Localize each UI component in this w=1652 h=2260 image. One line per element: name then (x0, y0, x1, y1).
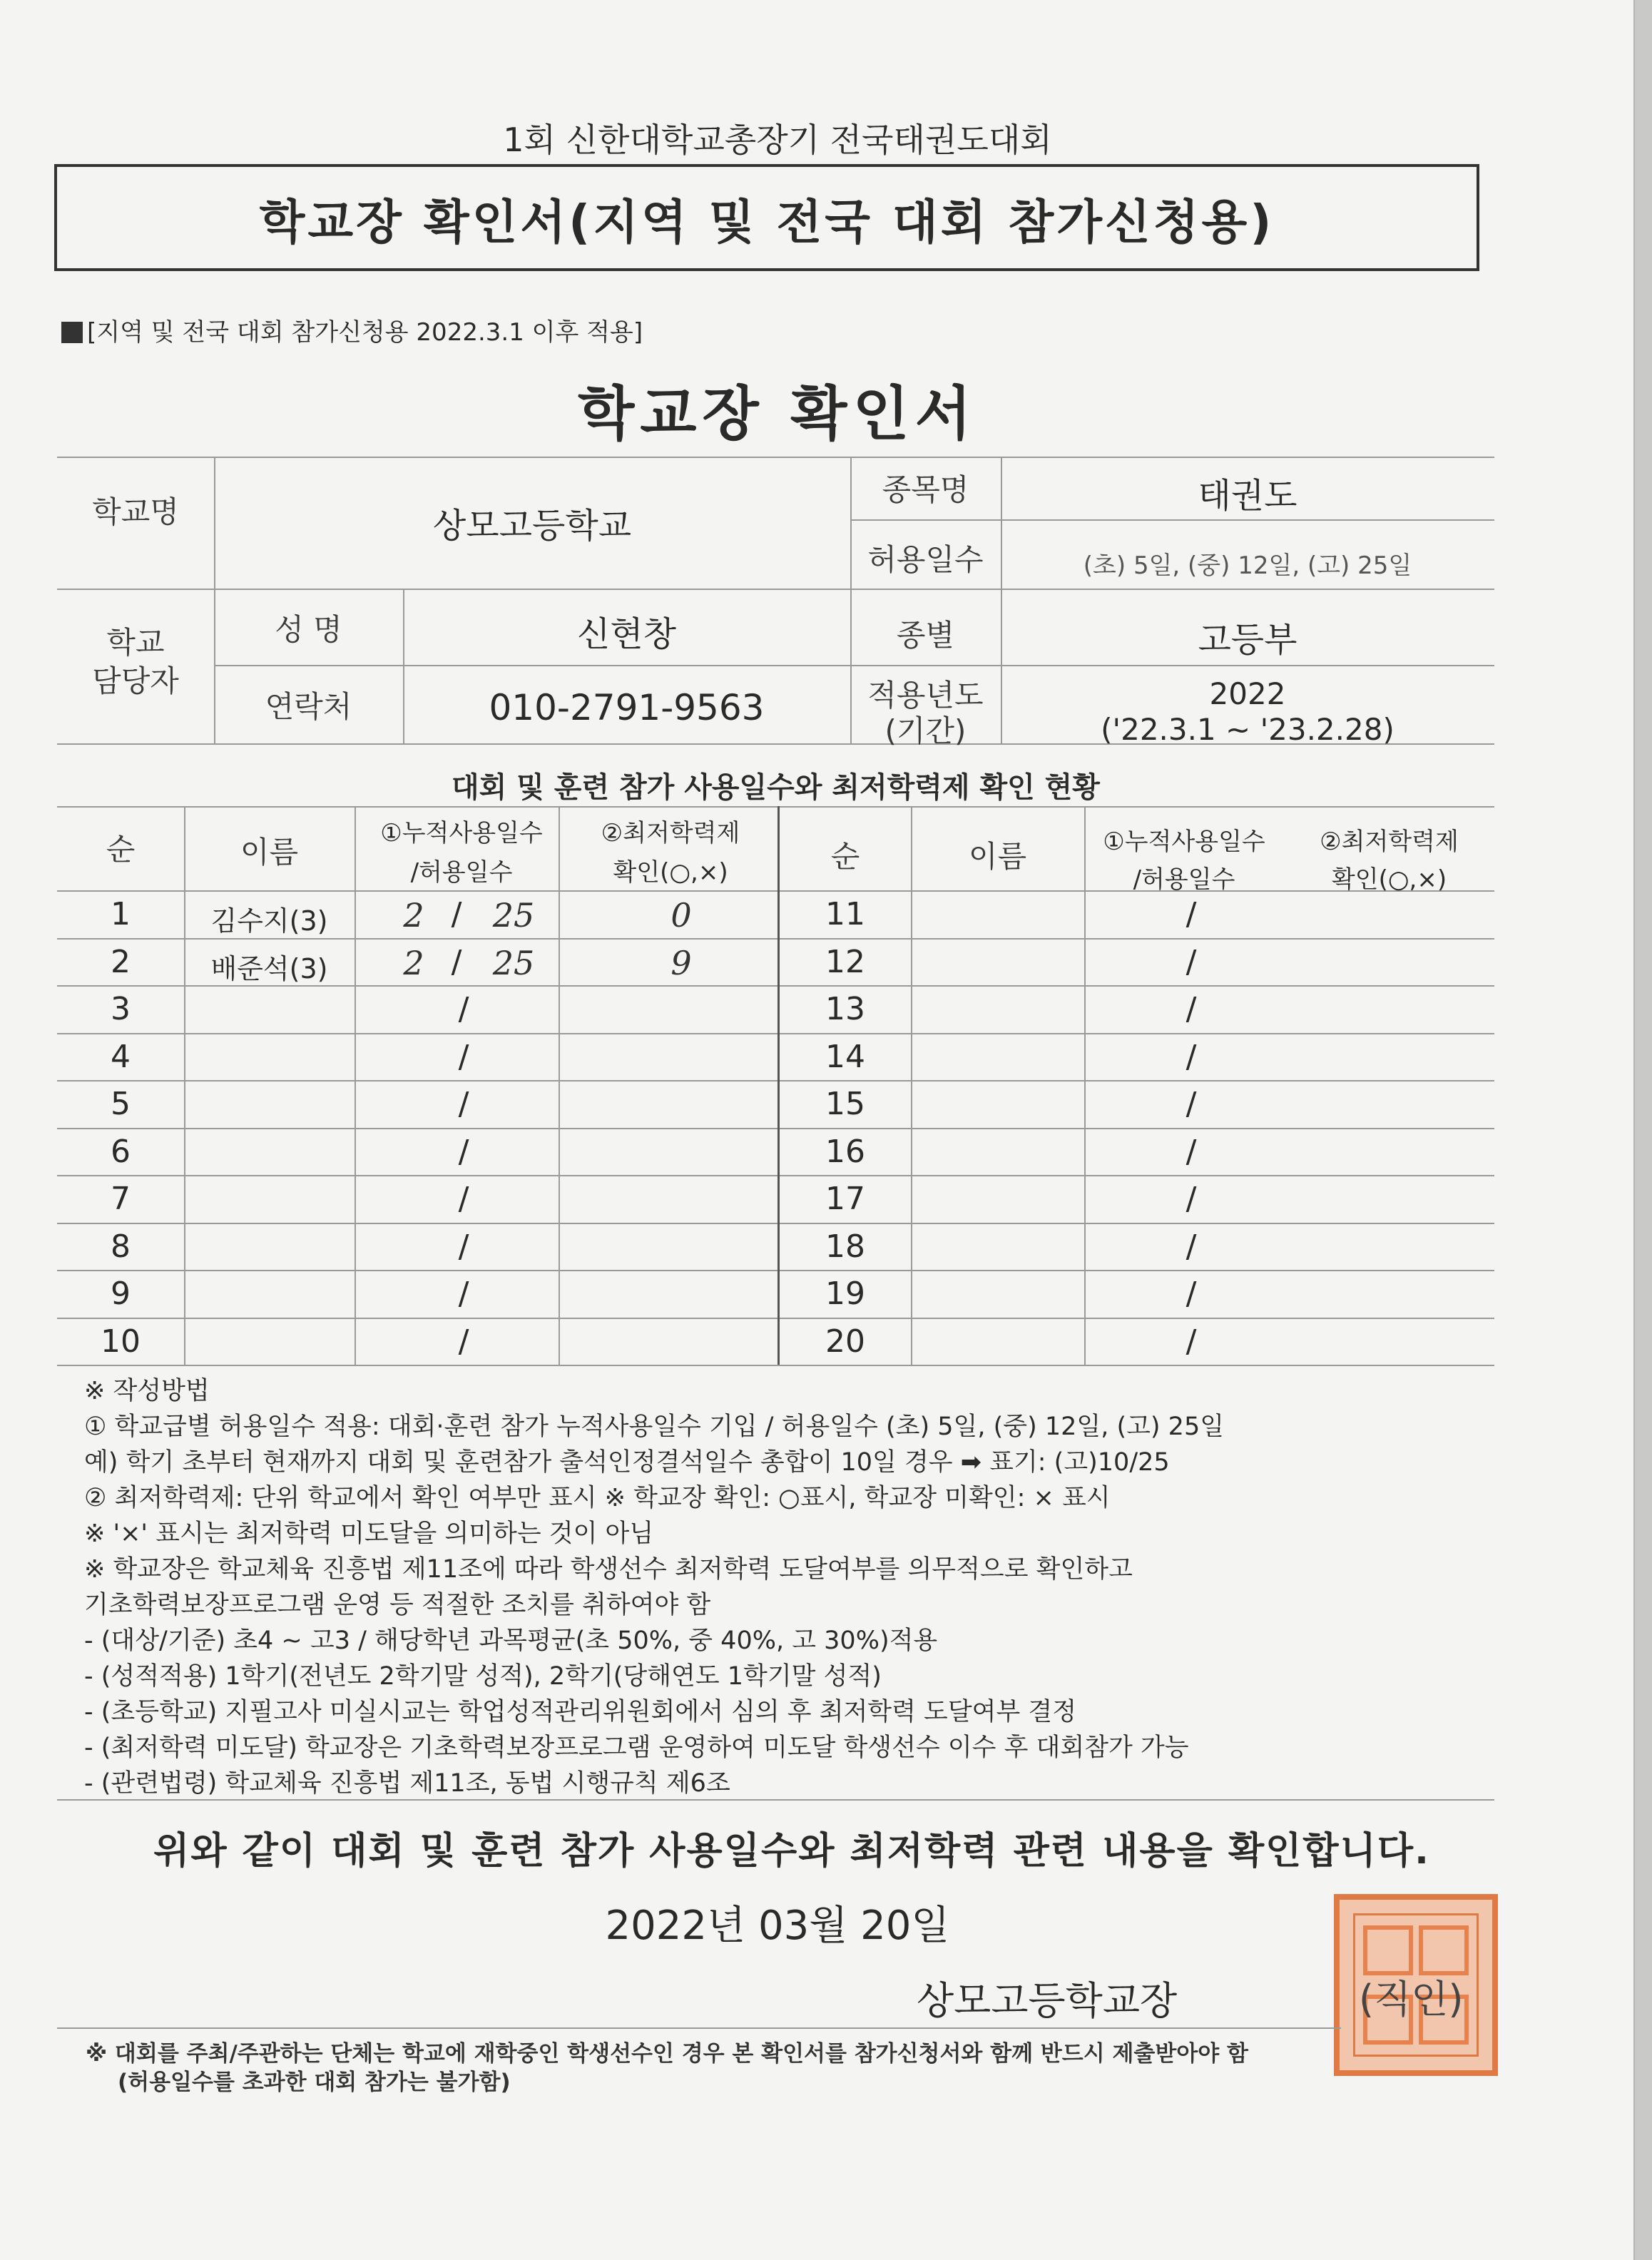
footer-note: ※ 대회를 주최/주관하는 단체는 학교에 재학중인 학생선수인 경우 본 확인서를 참가신청서와 함께 반드시 제출받아야 함 (86, 2041, 1248, 2067)
note-line: - (최저학력 미도달) 학교장은 기초학력보장프로그램 운영하여 미도달 학생선수 이수 후 대회참가 가능 (84, 1734, 1189, 1762)
note-line: - (성적적용) 1학기(전년도 2학기말 성적), 2학기(당해연도 1학기말 성적) (84, 1662, 882, 1691)
header-name-right: 이름 (968, 839, 1027, 874)
row-number: 20 (825, 1323, 865, 1360)
year-label-line1: 적용년도 (867, 678, 984, 713)
days-slash: / (1186, 991, 1197, 1027)
info-rule-sport (850, 519, 1494, 521)
note-line: ※ '×' 표시는 최저학력 미도달을 의미하는 것이 아님 (84, 1520, 654, 1548)
usage-table-bottom-rule (57, 1365, 1494, 1366)
allowed-days-label: 허용일수 (867, 542, 984, 577)
note-line: - (관련법령) 학교체육 진흥법 제11조, 동법 시행규칙 제6조 (84, 1769, 730, 1798)
square-bullet-icon (61, 322, 83, 343)
days-slash: / (458, 1276, 469, 1312)
header-check-right-1: ②최저학력제 (1320, 828, 1459, 856)
sport-label: 종목명 (882, 472, 969, 507)
row-number: 18 (825, 1228, 865, 1265)
academic-check: 0 (671, 896, 692, 935)
manager-label-line2: 담당자 (92, 663, 179, 698)
days-slash: / (1186, 896, 1197, 932)
header-days-right-1: ①누적사용일수 (1103, 828, 1265, 856)
row-number: 6 (111, 1133, 131, 1170)
division-label: 종별 (896, 618, 955, 653)
principal-title: 상모고등학교장 (917, 1978, 1178, 2023)
notes-heading: ※ 작성방법 (84, 1377, 210, 1405)
manager-label-line1: 학교 (106, 625, 165, 660)
days-slash: / (458, 991, 469, 1027)
days-slash: / (458, 1323, 469, 1360)
days-slash: / (1186, 1228, 1197, 1265)
applicability-note (61, 312, 643, 347)
usage-table-title: 대회 및 훈련 참가 사용일수와 최저학력제 확인 현황 (452, 771, 1100, 804)
row-number: 14 (825, 1038, 865, 1075)
school-label: 학교명 (92, 494, 179, 529)
notes-bottom-rule (57, 1799, 1494, 1801)
sport-value: 태권도 (1198, 476, 1297, 516)
days-slash: / (1186, 1181, 1197, 1217)
row-number: 15 (825, 1086, 865, 1122)
days-slash: / (458, 1228, 469, 1265)
days-slash: / (1186, 1038, 1197, 1075)
row-number: 5 (111, 1086, 131, 1122)
row-number: 19 (825, 1276, 865, 1312)
note-line: ※ 학교장은 학교체육 진흥법 제11조에 따라 학생선수 최저학력 도달여부를 의무적으로 확인하고 (84, 1555, 1133, 1584)
allowed-days-value: (초) 5일, (중) 12일, (고) 25일 (1083, 551, 1412, 580)
row-number: 10 (101, 1323, 141, 1360)
applicability-note-text: [지역 및 전국 대회 참가신청용 2022.3.1 이후 적용] (87, 318, 643, 347)
table-row-rule (57, 1270, 1494, 1271)
row-number: 3 (111, 991, 131, 1027)
manager-name: 신현창 (576, 614, 677, 654)
header-days-left-2: /허용일수 (410, 858, 513, 887)
school-name: 상모고등학교 (432, 506, 632, 546)
note-line: ② 최저학력제: 단위 학교에서 확인 여부만 표시 ※ 학교장 확인: ○표시, 학교장 미확인: × 표시 (84, 1484, 1111, 1512)
form-title: 학교장 확인서 (578, 380, 977, 448)
year-label-line2: (기간) (884, 713, 967, 748)
days-slash: / (1186, 1086, 1197, 1122)
seal-label: (직인) (1359, 1977, 1464, 2022)
table-row-rule (57, 1223, 1494, 1224)
row-number: 16 (825, 1133, 865, 1170)
row-number: 4 (111, 1038, 131, 1075)
row-number: 2 (111, 943, 131, 980)
header-no-right: 순 (830, 839, 860, 874)
student-name: 배준석(3) (210, 952, 328, 984)
note-line: - (대상/기준) 초4 ~ 고3 / 해당학년 과목평균(초 50%, 중 40%, 고 30%)적용 (84, 1627, 938, 1655)
header-days-right-2: /허용일수 (1133, 865, 1235, 894)
allowed-days: 25 (492, 943, 535, 982)
event-title: 1회 신한대학교총장기 전국태권도대회 (503, 121, 1052, 159)
page-edge (1633, 0, 1652, 2260)
row-number: 9 (111, 1276, 131, 1312)
note-line: 기초학력보장프로그램 운영 등 적절한 조치를 취하여야 함 (84, 1591, 711, 1619)
days-slash: / (1186, 943, 1197, 980)
contact-value: 010-2791-9563 (489, 687, 765, 728)
table-vline-1 (184, 806, 185, 1365)
header-days-left-1: ①누적사용일수 (380, 819, 543, 848)
info-rule-name (214, 665, 1494, 666)
division-value: 고등부 (1198, 620, 1297, 660)
row-number: 1 (111, 896, 131, 932)
year-period: ('22.3.1 ~ '23.2.28) (1101, 712, 1394, 747)
table-row-rule (57, 1080, 1494, 1081)
table-row-rule (57, 1033, 1494, 1034)
days-slash: / (451, 943, 462, 980)
footer-note-sub: (허용일수를 초과한 대회 참가는 불가함) (118, 2070, 511, 2095)
table-vline-5 (911, 806, 912, 1365)
year-value: 2022 (1209, 676, 1286, 711)
days-slash: / (1186, 1276, 1197, 1312)
days-slash: / (458, 1038, 469, 1075)
row-number: 13 (825, 991, 865, 1027)
confirmation-statement: 위와 같이 대회 및 훈련 참가 사용일수와 최저학력 관련 내용을 확인합니다. (153, 1830, 1430, 1873)
days-slash: / (1186, 1133, 1197, 1170)
header-check-right-2: 확인(○,×) (1331, 865, 1447, 894)
header-check-left-2: 확인(○,×) (613, 858, 728, 887)
row-number: 12 (825, 943, 865, 980)
header-no-left: 순 (106, 832, 136, 867)
student-name: 김수지(3) (210, 905, 328, 937)
name-label: 성 명 (275, 612, 342, 647)
issue-date: 2022년 03월 20일 (605, 1903, 950, 1949)
document-box-title: 학교장 확인서(지역 및 전국 대회 참가신청용) (54, 164, 1479, 271)
allowed-days: 25 (492, 896, 535, 935)
note-line: 예) 학기 초부터 현재까지 대회 및 훈련참가 출석인정결석일수 총합이 10일 경우 ➡ 표기: (고)10/25 (84, 1448, 1170, 1477)
days-slash: / (1186, 1323, 1197, 1360)
info-table-top-rule (57, 457, 1494, 458)
days-slash: / (458, 1086, 469, 1122)
row-number: 8 (111, 1228, 131, 1265)
used-days: 2 (403, 943, 424, 982)
table-vline-3 (559, 806, 560, 1365)
academic-check: 9 (671, 943, 692, 982)
header-name-left: 이름 (240, 835, 299, 870)
row-number: 7 (111, 1181, 131, 1217)
used-days: 2 (403, 896, 424, 935)
days-slash: / (458, 1133, 469, 1170)
contact-label: 연락처 (265, 689, 352, 724)
row-number: 17 (825, 1181, 865, 1217)
days-slash: / (451, 896, 462, 932)
writing-instructions (84, 1373, 1224, 1801)
note-line: - (초등학교) 지필고사 미실시교는 학업성적관리위원회에서 심의 후 최저학력 도달여부 결정 (84, 1698, 1077, 1726)
note-line: ① 학교급별 허용일수 적용: 대회·훈련 참가 누적사용일수 기입 / 허용일수 (초) 5일, (중) 12일, (고) 25일 (84, 1412, 1225, 1441)
info-rule-school (57, 589, 1494, 590)
table-row-rule (57, 1318, 1494, 1319)
days-slash: / (458, 1181, 469, 1217)
header-check-left-1: ②최저학력제 (601, 819, 740, 848)
signature-rule (57, 2027, 1341, 2029)
row-number: 11 (825, 896, 865, 932)
table-row-rule (57, 1128, 1494, 1129)
table-row-rule (57, 1175, 1494, 1176)
table-vline-2 (355, 806, 356, 1365)
usage-table-top-rule (57, 806, 1494, 808)
